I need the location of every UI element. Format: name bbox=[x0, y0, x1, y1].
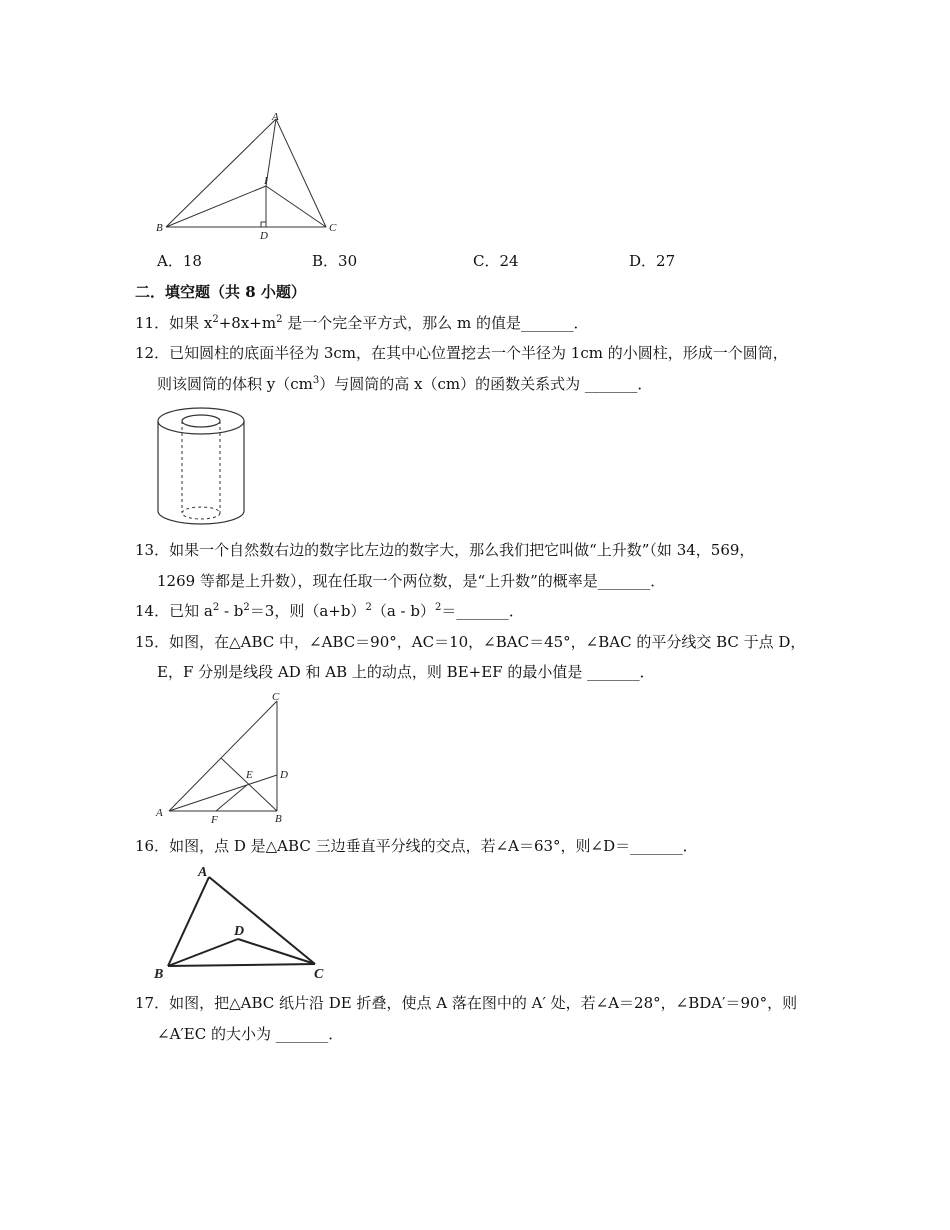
fig15-label-E: E bbox=[246, 769, 253, 781]
q14-e4: 2 bbox=[434, 602, 442, 613]
question-12-line2 bbox=[157, 373, 652, 395]
q14-a: 14．已知 a bbox=[135, 602, 213, 620]
fig15-label-D: D bbox=[280, 769, 288, 781]
figure-q16-triangle bbox=[150, 860, 340, 985]
q14-f: ＝_______． bbox=[441, 602, 524, 620]
question-11 bbox=[135, 312, 588, 334]
figure-q12-cylinder bbox=[152, 404, 252, 528]
question-17-line2: ∠A′EC 的大小为 _______． bbox=[157, 1025, 344, 1043]
q10-option-d: D．27 bbox=[629, 252, 676, 270]
fig10-label-C: C bbox=[329, 222, 337, 234]
q11-prefix: 11．如果 bbox=[135, 314, 204, 332]
q10-option-a: A．18 bbox=[157, 252, 202, 270]
q12-exp: 3 bbox=[312, 375, 320, 386]
q11-exp-b: 2 bbox=[276, 314, 283, 325]
q14-e3: 2 bbox=[365, 602, 372, 613]
fig15-label-F: F bbox=[211, 814, 218, 825]
q11-exp: 2 bbox=[212, 314, 219, 325]
q12-line2-a: 则该圆筒的体积 y（cm bbox=[157, 375, 313, 393]
q14-e2: 2 bbox=[243, 602, 250, 613]
question-15-line2: E，F 分别是线段 AD 和 AB 上的动点，则 BE+EF 的最小值是 _______． bbox=[157, 663, 655, 681]
question-12-line1: 12．已知圆柱的底面半径为 3cm，在其中心位置挖去一个半径为 1cm 的小圆柱，形成一个圆筒， bbox=[135, 344, 788, 362]
figure-q10-triangle bbox=[150, 110, 350, 245]
fig15-label-A: A bbox=[156, 807, 163, 819]
fig16-label-B: B bbox=[154, 967, 164, 982]
fig10-label-B: B bbox=[156, 222, 163, 234]
q10-option-b: B．30 bbox=[312, 252, 358, 270]
q10-option-c: C．24 bbox=[473, 252, 519, 270]
q11-mid: +8x+m bbox=[218, 314, 277, 332]
fig16-label-C: C bbox=[314, 967, 324, 982]
q12-line2-b: ）与圆筒的高 x（cm）的函数关系式为 _______． bbox=[319, 375, 653, 393]
fig10-label-A: A bbox=[272, 111, 279, 123]
q14-c: ＝3，则（a+b） bbox=[249, 602, 366, 620]
question-14 bbox=[135, 600, 524, 622]
fig10-label-I: I bbox=[264, 175, 268, 187]
fig10-label-D: D bbox=[260, 230, 268, 242]
q11-x: x bbox=[203, 314, 213, 332]
fig15-label-B: B bbox=[275, 813, 282, 825]
q14-b: - b bbox=[219, 602, 244, 620]
question-15-line1: 15．如图，在△ABC 中，∠ABC＝90°，AC＝10，∠BAC＝45°，∠BAC 的平分线交 BC 于点 D， bbox=[135, 633, 806, 651]
figure-q15-right-triangle bbox=[150, 690, 300, 825]
question-13-line1: 13．如果一个自然数右边的数字比左边的数字大，那么我们把它叫做“上升数”（如 34，569， bbox=[135, 541, 755, 559]
q14-d: （a - b） bbox=[371, 602, 435, 620]
question-13-line2: 1269 等都是上升数），现在任取一个两位数，是“上升数”的概率是_______． bbox=[157, 572, 666, 590]
fig16-label-D: D bbox=[234, 924, 245, 939]
q11-suffix: 是一个完全平方式，那么 m 的值是_______． bbox=[282, 314, 589, 332]
fig16-label-A: A bbox=[198, 865, 208, 880]
question-17-line1: 17．如图，把△ABC 纸片沿 DE 折叠，使点 A 落在图中的 A′ 处，若∠A＝28°，∠BDA′＝90°，则 bbox=[135, 994, 798, 1012]
q14-e1: 2 bbox=[212, 602, 220, 613]
fig15-label-C: C bbox=[272, 691, 280, 703]
section-heading-fill-in: 二．填空题（共 8 小题） bbox=[135, 283, 306, 301]
question-16: 16．如图，点 D 是△ABC 三边垂直平分线的交点，若∠A＝63°，则∠D＝_______． bbox=[135, 837, 698, 855]
